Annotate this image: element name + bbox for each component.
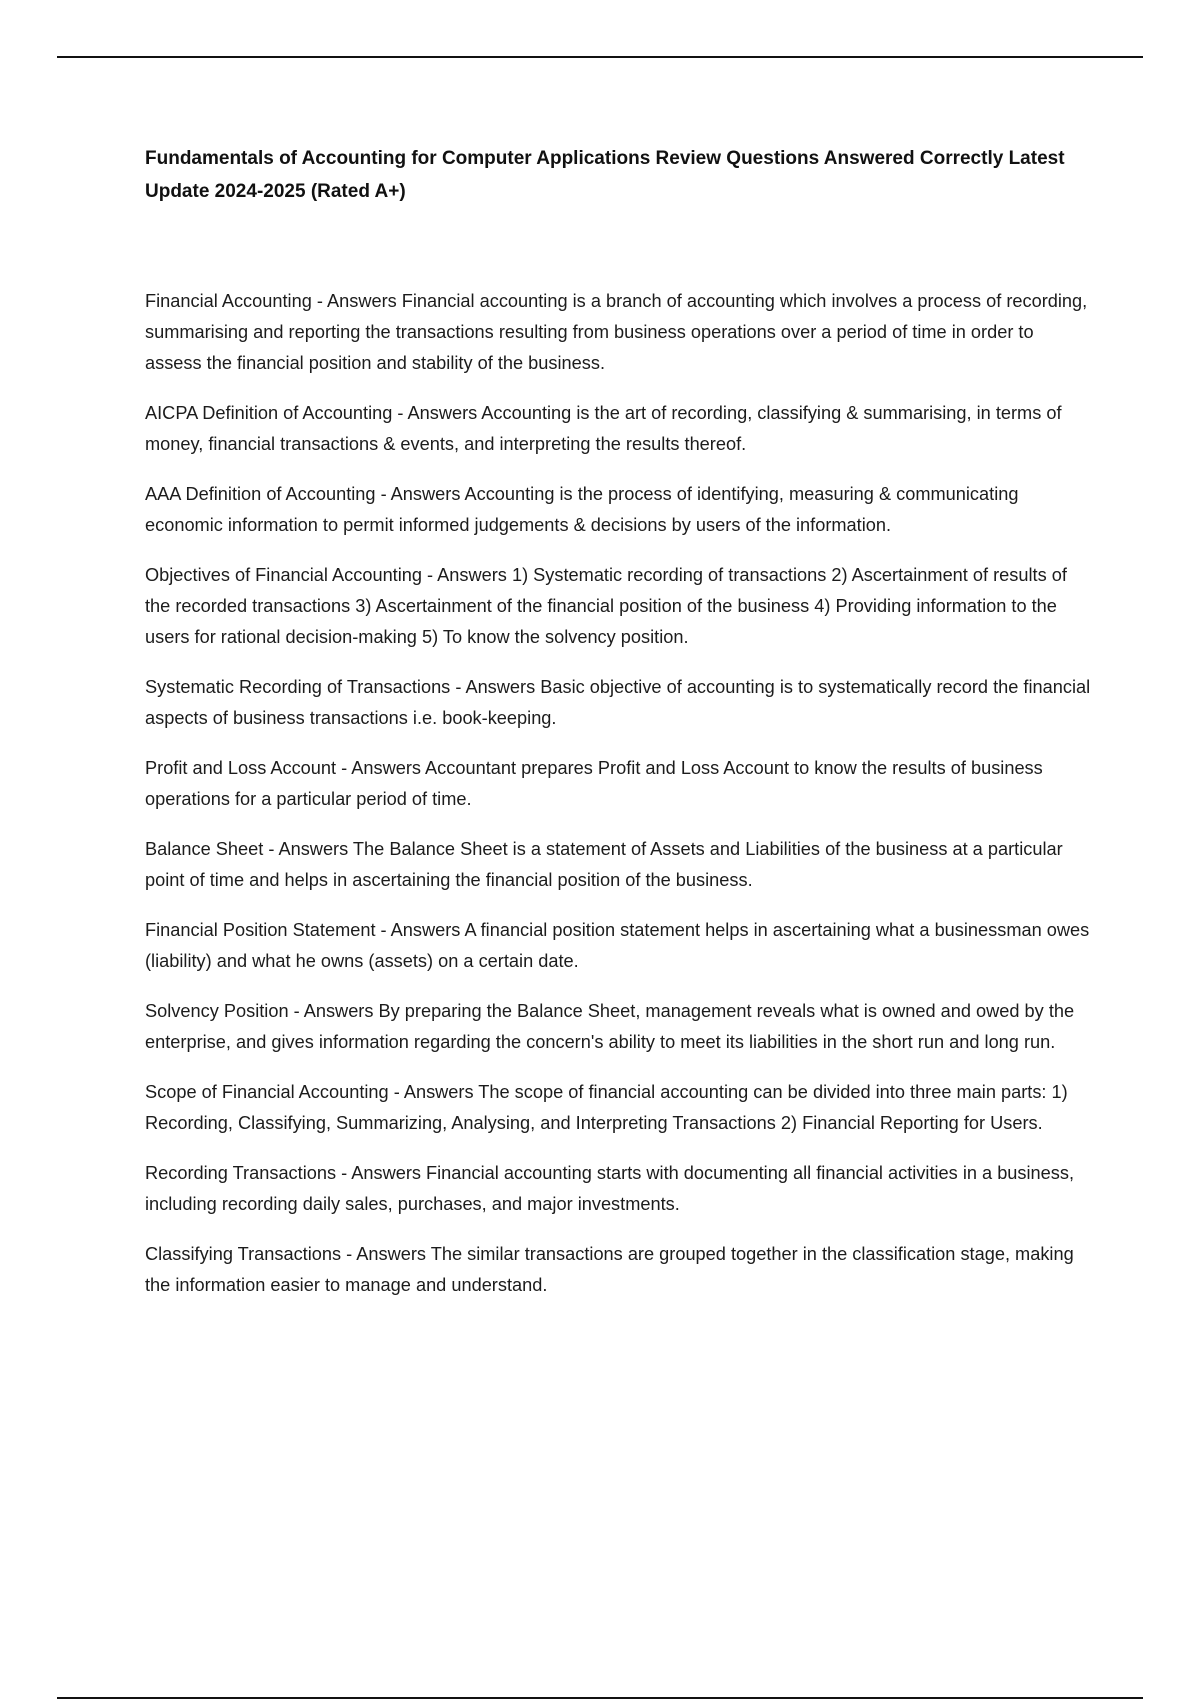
top-divider: [57, 56, 1143, 58]
document-body: [145, 142, 1095, 1320]
bottom-divider: [57, 1697, 1143, 1699]
qa-entry-aicpa-definition: AICPA Definition of Accounting - Answers Accounting is the art of recording, classifying & summarising, in terms of money, financial transactions & events, and interpreting the results thereof.: [145, 403, 1062, 454]
qa-entry-profit-and-loss: Profit and Loss Account - Answers Accountant prepares Profit and Loss Account to know the results of business operations for a particular period of time.: [145, 758, 1043, 809]
qa-entry-financial-accounting: Financial Accounting - Answers Financial accounting is a branch of accounting which involves a process of recording, summarising and reporting the transactions resulting from business operations over a period of time in order to assess the financial position and stability of the business.: [145, 291, 1088, 373]
qa-entry-classifying-transactions: Classifying Transactions - Answers The similar transactions are grouped together in the classification stage, making the information easier to manage and understand.: [145, 1244, 1074, 1295]
qa-entries: [145, 286, 1095, 1301]
document-title: Fundamentals of Accounting for Computer Applications Review Questions Answered Correctly Latest Update 2024-2025 (Rated A+): [145, 148, 1065, 202]
qa-entry-financial-position-statement: Financial Position Statement - Answers A financial position statement helps in ascertaining what a businessman owes (liability) and what he owns (assets) on a certain date.: [145, 920, 1090, 971]
qa-entry-solvency-position: Solvency Position - Answers By preparing the Balance Sheet, management reveals what is owned and owed by the enterprise, and gives information regarding the concern's ability to meet its liabilities in the short run and long run.: [145, 1001, 1075, 1052]
qa-entry-objectives: Objectives of Financial Accounting - Answers 1) Systematic recording of transactions 2) Ascertainment of results of the recorded transactions 3) Ascertainment of the financial position of the business 4) Providing information to the users for rational decision-making 5) To know the solvency position.: [145, 565, 1067, 647]
qa-entry-aaa-definition: AAA Definition of Accounting - Answers Accounting is the process of identifying, measuring & communicating economic information to permit informed judgements & decisions by users of the information.: [145, 484, 1019, 535]
qa-entry-balance-sheet: Balance Sheet - Answers The Balance Sheet is a statement of Assets and Liabilities of the business at a particular point of time and helps in ascertaining the financial position of the business.: [145, 839, 1063, 890]
qa-entry-recording-transactions: Recording Transactions - Answers Financial accounting starts with documenting all financial activities in a business, including recording daily sales, purchases, and major investments.: [145, 1163, 1075, 1214]
qa-entry-scope: Scope of Financial Accounting - Answers The scope of financial accounting can be divided into three main parts: 1) Recording, Classifying, Summarizing, Analysing, and Interpreting Transactions 2) Financial Reporting for Users.: [145, 1082, 1068, 1133]
qa-entry-systematic-recording: Systematic Recording of Transactions - Answers Basic objective of accounting is to systematically record the financial aspects of business transactions i.e. book-keeping.: [145, 677, 1091, 728]
